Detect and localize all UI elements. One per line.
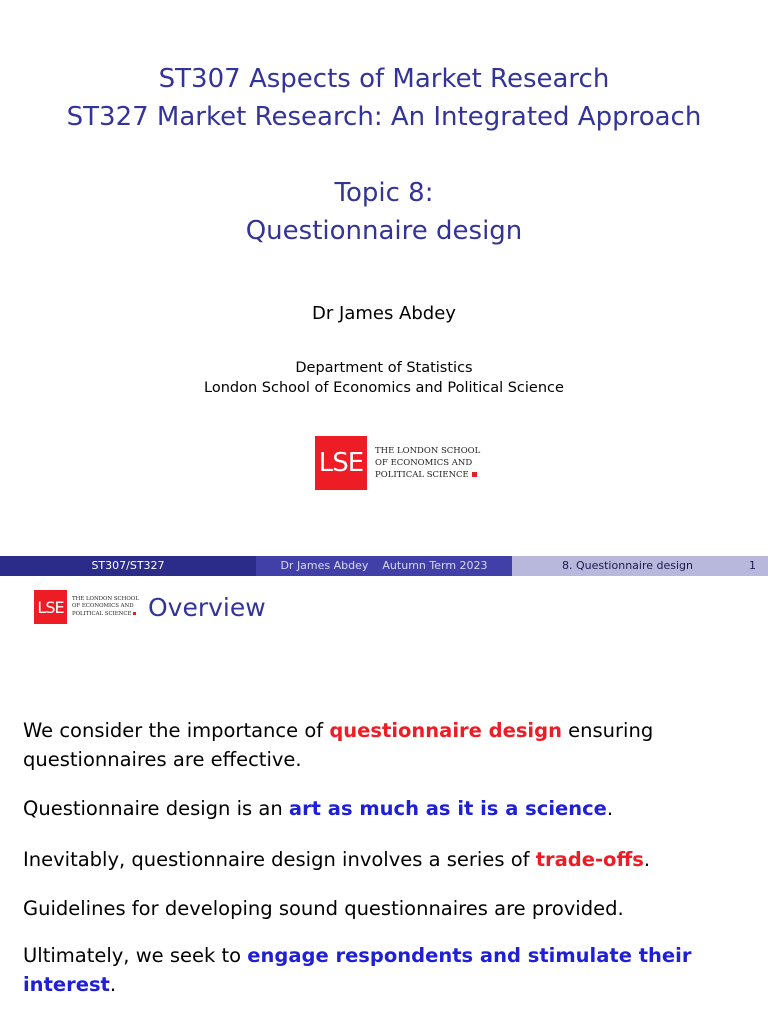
p5-text-end: . — [109, 973, 117, 996]
footer-term: Autumn Term 2023 — [382, 559, 488, 572]
p3-highlight: trade-offs — [535, 848, 644, 871]
footer-section: 8. Questionnaire design — [562, 559, 693, 572]
logo-small-line-1: THE LONDON SCHOOL — [72, 595, 139, 602]
slide-footer — [0, 556, 768, 576]
logo-square-icon — [472, 472, 477, 477]
p2-text: Questionnaire design is an — [23, 797, 289, 820]
paragraph-4: Guidelines for developing sound questionnaires are provided. — [23, 897, 624, 920]
logo-line-1: THE LONDON SCHOOL — [375, 446, 481, 456]
p1-text-end: ensuring questionnaires are effective. — [23, 719, 654, 771]
p2-highlight: art as much as it is a science — [288, 797, 607, 820]
logo-small-line-2: OF ECONOMICS AND — [72, 603, 134, 610]
footer-course: ST307/ST327 — [0, 556, 256, 576]
p3-text-end: . — [643, 848, 651, 871]
logo-small-line-3: POLITICAL SCIENCE — [72, 610, 132, 617]
paragraph-5 — [23, 941, 743, 999]
lse-logo-wordmark — [375, 445, 480, 481]
p5-highlight: engage respondents and stimulate their interest — [23, 944, 692, 996]
p5-text: Ultimately, we seek to — [23, 944, 248, 967]
lse-logo-mark: LSE — [315, 436, 367, 490]
topic-title: Questionnaire design — [245, 216, 523, 246]
lse-logo-wordmark-small — [72, 596, 139, 619]
paragraph-2 — [23, 794, 743, 823]
lse-logo — [315, 436, 480, 490]
paragraph-3 — [23, 845, 743, 874]
p2-text-end: . — [606, 797, 614, 820]
frame-title: Overview — [148, 593, 266, 622]
course-title-2: ST327 Market Research: An Integrated Approach — [66, 102, 702, 132]
logo-line-3: POLITICAL SCIENCE — [375, 470, 469, 480]
footer-author: Dr James Abdey — [280, 559, 369, 572]
footer-page-number: 1 — [749, 559, 756, 572]
author-name: Dr James Abdey — [312, 303, 456, 324]
institution: London School of Economics and Political Science — [204, 380, 564, 396]
topic-number: Topic 8: — [334, 178, 434, 208]
logo-line-2: OF ECONOMICS AND — [375, 458, 473, 468]
p1-text: We consider the importance of — [23, 719, 330, 742]
lse-logo-mark-small: LSE — [34, 590, 67, 624]
paragraph-1 — [23, 716, 743, 774]
footer-right — [512, 556, 768, 576]
logo-small-square-icon — [133, 612, 136, 615]
lse-logo-small — [34, 590, 139, 624]
footer-middle — [256, 556, 512, 576]
department: Department of Statistics — [295, 360, 473, 376]
course-title-1: ST307 Aspects of Market Research — [158, 64, 610, 94]
p3-text: Inevitably, questionnaire design involves a series of — [23, 848, 536, 871]
p1-highlight: questionnaire design — [329, 719, 562, 742]
